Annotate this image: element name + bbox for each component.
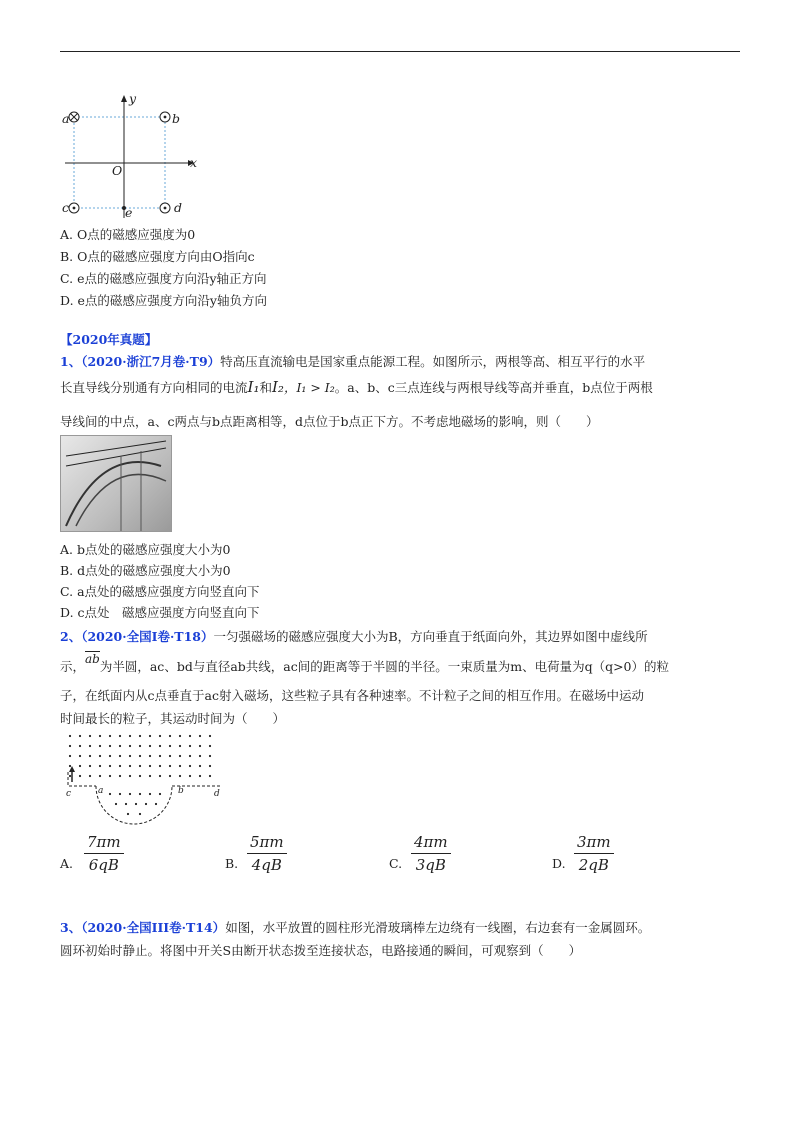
field-dot: [119, 765, 121, 767]
field-dot: [179, 755, 181, 757]
field-dot: [179, 745, 181, 747]
q1-line3: 导线间的中点，a、c两点与b点距离相等，d点位于b点正下方。不考虑地磁场的影响，则（ ）: [60, 414, 599, 429]
field-dot: [69, 755, 71, 757]
field-dot: [189, 775, 191, 777]
field-dot: [119, 755, 121, 757]
q3-line2: 圆环初始时静止。将图中开关S由断开状态拨至连接状态，电路接通的瞬间，可观察到（ ）: [60, 943, 582, 958]
field-dot: [159, 793, 161, 795]
q3-number: 3、: [60, 920, 82, 935]
field-dot: [69, 745, 71, 747]
field-dot: [209, 755, 211, 757]
coordinate-figure: [60, 88, 210, 223]
field-dot: [159, 755, 161, 757]
field-dot: [159, 735, 161, 737]
field-dot: [149, 735, 151, 737]
field-dot: [139, 755, 141, 757]
q2-ab-arc: ab: [85, 652, 100, 666]
field-dot: [109, 735, 111, 737]
field-dot: [99, 735, 101, 737]
field-dot: [155, 803, 157, 805]
choice-c-fraction: [411, 833, 451, 874]
field-dot: [159, 745, 161, 747]
field-dot: [129, 735, 131, 737]
field-dot: [135, 803, 137, 805]
choice-a-den: 6qB: [88, 856, 119, 874]
q1-text1: 特高压直流输电是国家重点能源工程。如图所示，两根等高、相互平行的水平: [220, 354, 646, 369]
field-dot: [119, 775, 121, 777]
y-arrow: [121, 95, 127, 102]
choice-b-fraction: [247, 833, 287, 874]
field-dot: [139, 775, 141, 777]
choice-a-fraction: [84, 833, 124, 874]
choice-c-den: 3qB: [415, 856, 446, 874]
field-dot: [79, 735, 81, 737]
field-dot: [89, 765, 91, 767]
label-c: c: [62, 200, 70, 215]
field-dot: [169, 765, 171, 767]
prev-option-c: C. e点的磁感应强度方向沿y轴正方向: [60, 271, 267, 286]
field-dot: [139, 765, 141, 767]
field-dot: [129, 755, 131, 757]
field-dot: [69, 735, 71, 737]
field-dot: [189, 755, 191, 757]
field-dot: [69, 765, 71, 767]
label-e: e: [125, 205, 133, 220]
field-dot: [79, 765, 81, 767]
field-dot: [169, 775, 171, 777]
q1-I1: I₁: [247, 378, 260, 396]
section-title: 【2020年真题】: [60, 332, 158, 347]
field-dot: [109, 755, 111, 757]
q1-line1: [60, 352, 645, 370]
field-dot: [145, 803, 147, 805]
field-dot: [119, 793, 121, 795]
label-y: y: [129, 91, 137, 106]
field-dot: [69, 775, 71, 777]
q1-source: （2020·浙江7月卷·T9）: [81, 354, 221, 369]
choice-a-letter: A.: [60, 856, 74, 871]
field-dot: [149, 745, 151, 747]
field-dot: [109, 775, 111, 777]
q1-line2: [60, 378, 653, 396]
field-dot: [99, 755, 101, 757]
field-dot: [89, 755, 91, 757]
field-dot: [189, 765, 191, 767]
field-dot: [149, 775, 151, 777]
field-dot: [169, 745, 171, 747]
field-dots: [69, 735, 211, 815]
field-dot: [139, 813, 141, 815]
field-dot: [209, 775, 211, 777]
field-dot: [179, 775, 181, 777]
field-dot: [129, 745, 131, 747]
label-b: b: [172, 111, 181, 126]
field-dot: [79, 755, 81, 757]
field-dot: [129, 775, 131, 777]
fig2-label-a: a: [98, 786, 104, 796]
field-dot: [169, 755, 171, 757]
field-dot: [129, 765, 131, 767]
field-dot: [199, 755, 201, 757]
field-dot: [99, 775, 101, 777]
label-x: x: [190, 155, 198, 170]
choice-c-letter: C.: [389, 856, 403, 871]
q2-number: 2、: [60, 629, 82, 644]
field-dot: [149, 755, 151, 757]
q1-option-a: A. b点处的磁感应强度大小为0: [60, 542, 231, 557]
field-dot: [89, 735, 91, 737]
q3-text1: 如图，水平放置的圆柱形光滑玻璃棒左边绕有一线圈，右边套有一金属圆环。: [225, 920, 651, 935]
field-dot: [159, 765, 161, 767]
q3-source: （2020·全国III卷·T14）: [81, 920, 226, 935]
field-dot: [149, 793, 151, 795]
field-dot: [209, 765, 211, 767]
magnetic-field-figure: [64, 730, 224, 825]
field-dot: [199, 735, 201, 737]
header-rule: [60, 51, 740, 52]
field-dot: [119, 745, 121, 747]
q1-text2a: 长直导线分别通有方向相同的电流: [60, 380, 248, 395]
label-O: O: [112, 163, 123, 178]
q2-line3: 子，在纸面内从c点垂直于ac射入磁场，这些粒子具有各种速率。不计粒子之间的相互作用。在磁场中运动: [60, 688, 644, 703]
q2-line2: [60, 652, 670, 675]
choice-a-num: 7πm: [87, 833, 121, 851]
field-dot: [109, 793, 111, 795]
field-dot: [129, 793, 131, 795]
field-dot: [109, 765, 111, 767]
field-dot: [189, 745, 191, 747]
field-dot: [79, 745, 81, 747]
choice-d-letter: D.: [552, 856, 566, 871]
field-dot: [149, 765, 151, 767]
label-a: a: [62, 111, 70, 126]
q1-cond: ，I₁ > I₂: [283, 380, 335, 395]
field-dot: [115, 803, 117, 805]
field-dot: [199, 775, 201, 777]
field-dot: [119, 735, 121, 737]
tower-sketch: [61, 436, 171, 531]
field-dot: [89, 745, 91, 747]
field-dot: [99, 765, 101, 767]
field-dot: [99, 745, 101, 747]
field-dot: [79, 775, 81, 777]
choice-d-den: 2qB: [578, 856, 609, 874]
fig2-label-b: b: [178, 786, 184, 796]
semicircle-boundary: [96, 786, 172, 824]
field-dot: [159, 775, 161, 777]
q2-text2a: 示，: [60, 659, 86, 674]
q1-I2: I₂: [271, 378, 284, 396]
choice-d-fraction: [574, 833, 614, 874]
choice-b-den: 4qB: [251, 856, 282, 874]
field-dot: [209, 745, 211, 747]
q2-source: （2020·全国Ⅰ卷·T18）: [81, 629, 214, 644]
fig2-label-c: c: [66, 789, 72, 799]
choice-b-letter: B.: [225, 856, 239, 871]
field-dot: [139, 735, 141, 737]
q1-number: 1、: [60, 354, 82, 369]
field-dot: [125, 803, 127, 805]
field-dot: [139, 793, 141, 795]
choice-d-num: 3πm: [577, 833, 611, 851]
prev-option-b: B. O点的磁感应强度方向由O指向c: [60, 249, 255, 264]
field-dot: [189, 735, 191, 737]
field-dot: [109, 745, 111, 747]
choice-b-num: 5πm: [250, 833, 284, 851]
field-dot: [209, 735, 211, 737]
field-dot: [89, 775, 91, 777]
field-dot: [199, 745, 201, 747]
transmission-tower-photo: [60, 435, 172, 532]
q1-and: 和: [259, 380, 272, 395]
q1-option-c: C. a点处的磁感应强度方向竖直向下: [60, 584, 260, 599]
q3-line1: [60, 918, 650, 936]
q2-text1: 一匀强磁场的磁感应强度大小为B，方向垂直于纸面向外，其边界如图中虚线所: [213, 629, 648, 644]
label-d: d: [174, 200, 183, 215]
q2-text2b: 为半圆，ac、bd与直径ab共线，ac间的距离等于半圆的半径。一束质量为m、电荷量为q（q>0）的粒: [99, 659, 670, 674]
fig2-label-d: d: [214, 789, 220, 799]
field-dot: [199, 765, 201, 767]
field-dot: [179, 735, 181, 737]
field-dot: [127, 813, 129, 815]
field-dot: [169, 735, 171, 737]
q1-text2b: 。a、b、c三点连线与两根导线等高并垂直，b点位于两根: [334, 380, 653, 395]
q2-line4: 时间最长的粒子，其运动时间为（ ）: [60, 711, 286, 726]
prev-option-a: A. O点的磁感应强度为0: [60, 227, 196, 242]
q2-line1: [60, 627, 648, 645]
field-dot: [139, 745, 141, 747]
q1-option-b: B. d点处的磁感应强度大小为0: [60, 563, 231, 578]
choice-c-num: 4πm: [414, 833, 448, 851]
prev-option-d: D. e点的磁感应强度方向沿y轴负方向: [60, 293, 267, 308]
field-dot: [179, 765, 181, 767]
q1-option-d: D. c点处 磁感应强度方向竖直向下: [60, 605, 260, 620]
